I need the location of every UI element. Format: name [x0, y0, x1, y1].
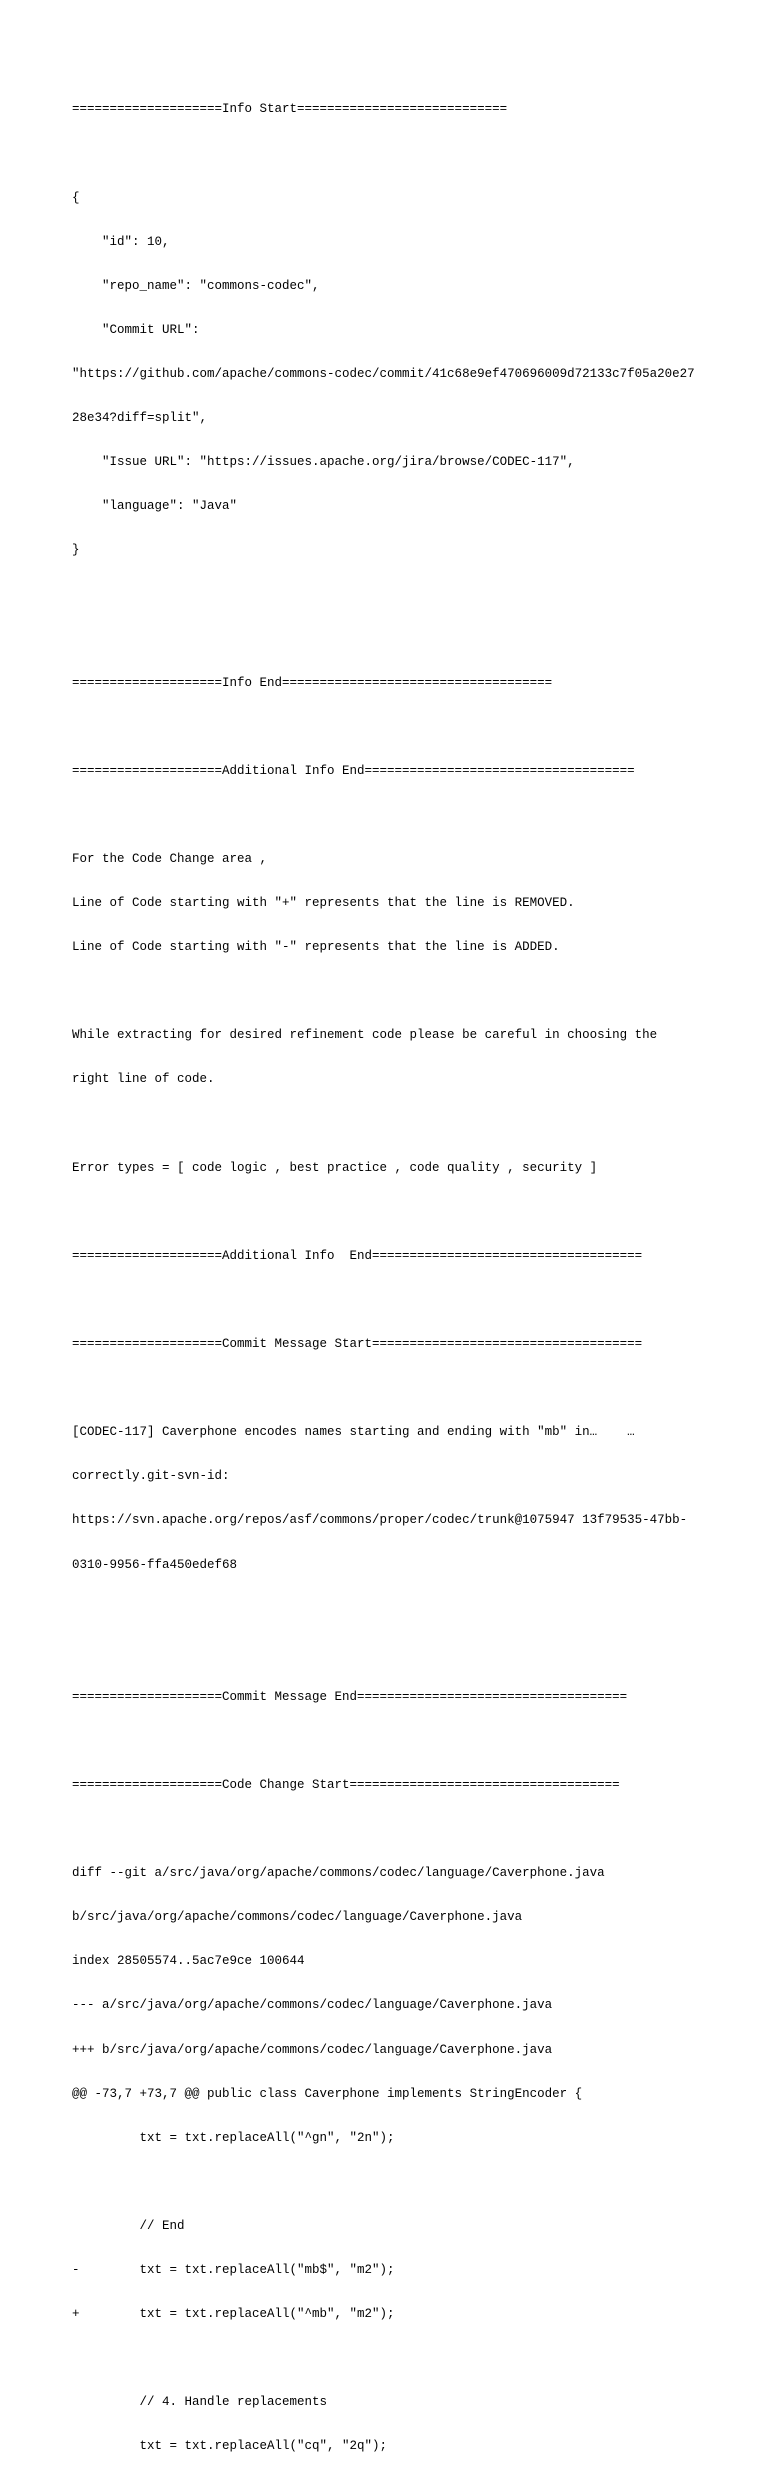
- diff-index-line: index 28505574..5ac7e9ce 100644: [72, 1954, 305, 1969]
- code-change-area-heading: For the Code Change area ,: [72, 852, 268, 866]
- diff-new-file-line: +++ b/src/java/org/apache/commons/codec/language/Caverphone.java: [72, 2042, 553, 2057]
- json-issue-url-line: "Issue URL": "https://issues.apache.org/jira/browse/CODEC-117",: [72, 455, 575, 470]
- blank-line: [72, 1602, 752, 1617]
- code-line-2: txt = txt.replaceAll("cq", "2q");: [72, 2439, 388, 2454]
- blank-line: [72, 1205, 752, 1220]
- minus-line-note: Line of Code starting with "-" represents that the line is ADDED.: [72, 940, 560, 955]
- json-language-line: "language": "Java": [72, 499, 238, 514]
- blank-line: [72, 2351, 752, 2366]
- json-open-brace: {: [72, 190, 80, 205]
- commit-svn-url-line: https://svn.apache.org/repos/asf/commons/proper/codec/trunk@1075947 13f79535-47bb-: [72, 1513, 688, 1528]
- diff-header-line: diff --git a/src/java/org/apache/commons/codec/language/Caverphone.java: [72, 1866, 605, 1881]
- diff-old-file-line: --- a/src/java/org/apache/commons/codec/language/Caverphone.java: [72, 1998, 553, 2013]
- blank-line: [72, 984, 752, 999]
- blank-line: [72, 1381, 752, 1396]
- blank-line: [72, 1646, 752, 1661]
- plus-line-note: Line of Code starting with "+" represents that the line is REMOVED.: [72, 896, 575, 911]
- commit-message-line-2: correctly.git-svn-id:: [72, 1469, 230, 1484]
- commit-message-start-separator: ====================Commit Message Start====================================: [72, 1337, 643, 1352]
- blank-line: [72, 1734, 752, 1749]
- code-line: txt = txt.replaceAll("^gn", "2n");: [72, 2130, 395, 2145]
- commit-svn-id-line: 0310-9956-ffa450edef68: [72, 1557, 238, 1572]
- blank-line: [72, 720, 752, 735]
- blank-line: [72, 1117, 752, 1132]
- blank-line: [72, 1822, 752, 1837]
- additional-info-end-separator: ====================Additional Info End====================================: [72, 763, 635, 778]
- info-start-separator: ====================Info Start============================: [72, 102, 508, 117]
- json-id-line: "id": 10,: [72, 234, 170, 249]
- json-commit-url-value: "https://github.com/apache/commons-codec/commit/41c68e9ef470696009d72133c7f05a20e27: [72, 366, 695, 381]
- json-commit-url-key: "Commit URL":: [72, 322, 200, 337]
- info-end-separator: ====================Info End====================================: [72, 675, 553, 690]
- diff-removed-line: - txt = txt.replaceAll("mb$", "m2");: [72, 2263, 395, 2277]
- diff-header-line-2: b/src/java/org/apache/commons/codec/language/Caverphone.java: [72, 1910, 523, 1925]
- blank-line: [72, 587, 752, 602]
- blank-line: [72, 808, 752, 823]
- error-types-line: Error types = [ code logic , best practice , code quality , security ]: [72, 1160, 598, 1175]
- code-change-start-separator: ====================Code Change Start====================================: [72, 1777, 620, 1792]
- json-commit-url-value-cont: 28e34?diff=split",: [72, 411, 208, 426]
- blank-line: [72, 2175, 752, 2190]
- commit-message-end-separator: ====================Commit Message End====================================: [72, 1689, 628, 1704]
- code-comment-line-2: // 4. Handle replacements: [72, 2395, 328, 2410]
- json-repo-name-line: "repo_name": "commons-codec",: [72, 278, 320, 293]
- commit-message-line: [CODEC-117] Caverphone encodes names starting and ending with "mb" in… …: [72, 1425, 635, 1440]
- extraction-note-cont: right line of code.: [72, 1072, 215, 1087]
- blank-line: [72, 1293, 752, 1308]
- document-text: [72, 73, 752, 2483]
- code-comment-line: // End: [72, 2218, 185, 2233]
- diff-added-line: + txt = txt.replaceAll("^mb", "m2");: [72, 2307, 395, 2322]
- blank-line: [72, 147, 752, 162]
- json-close-brace: }: [72, 543, 80, 558]
- extraction-note: While extracting for desired refinement code please be careful in choosing the: [72, 1028, 658, 1043]
- blank-line: [72, 632, 752, 647]
- diff-hunk-header: @@ -73,7 +73,7 @@ public class Caverphone implements StringEncoder {: [72, 2086, 583, 2101]
- additional-info-end-separator-2: ====================Additional Info End====================================: [72, 1248, 643, 1263]
